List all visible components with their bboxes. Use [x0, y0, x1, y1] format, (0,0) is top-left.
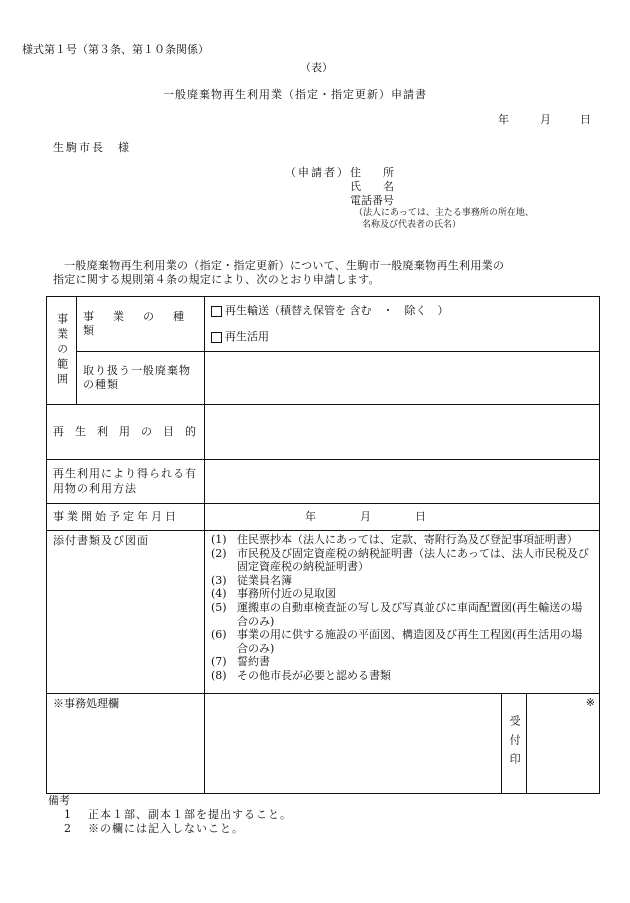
attachment-number: (1) [211, 533, 227, 546]
attachment-item [211, 655, 593, 669]
body-text-line-2: 指定に関する規則第４条の規定により、次のとおり申請します。 [53, 273, 380, 286]
attachment-number: (3) [211, 573, 227, 587]
attachment-number: (6) [211, 628, 227, 642]
attachment-text: 市民税及び固定資産税の納税証明書（法人にあっては、法人市民税及び固定資産税の納税証明書） [237, 546, 589, 574]
applicant-address: 住 所 [350, 166, 394, 179]
option-label: 再生活用 [225, 329, 269, 343]
attachment-number: (2) [211, 546, 227, 560]
attachment-text: その他市長が必要と認める書類 [237, 668, 391, 682]
attachment-text: 従業員名簿 [237, 573, 292, 587]
attachments-cell [205, 531, 600, 694]
applicant-name: 氏 名 [350, 180, 394, 193]
date-day: 日 [580, 113, 591, 126]
attachment-text: 住民票抄本（法人にあっては、定款、寄附行為及び登記事項証明書） [237, 533, 578, 546]
attachment-text: 事務所付近の見取図 [237, 587, 336, 601]
body-text-line-1: 一般廃棄物再生利用業の（指定・指定更新）について、生駒市一般廃棄物再生利用業の [64, 259, 505, 272]
attachment-text: 誓約書 [237, 655, 270, 669]
page-title: 一般廃棄物再生利用業（指定・指定更新）申請書 [163, 88, 427, 101]
option-resource-use[interactable] [211, 324, 593, 350]
attachment-item [211, 601, 593, 628]
attachment-item [211, 628, 593, 655]
business-type-label: 事 業 の 種 類 [77, 297, 205, 352]
checkbox-icon[interactable] [211, 332, 222, 343]
side-label: （表） [300, 61, 333, 74]
application-table [46, 296, 600, 794]
waste-type-label: 取り扱う一般廃棄物の種類 [77, 352, 205, 405]
addressee: 生駒市長 様 [53, 141, 131, 154]
attachment-number: (7) [211, 655, 227, 669]
attachment-text: 事業の用に供する施設の平面図、構造図及び再生工程図(再生活用の場合のみ) [237, 628, 583, 655]
attachment-number: (8) [211, 668, 227, 682]
use-method-label: 再生利用により得られる有用物の利用方法 [47, 460, 205, 504]
attachment-item [211, 574, 593, 588]
form-number: 様式第１号（第３条、第１０条関係） [22, 43, 209, 56]
attachment-number: (5) [211, 600, 227, 614]
purpose-label: 再 生 利 用 の 目 的 [47, 405, 205, 460]
office-use-field [205, 694, 502, 794]
purpose-field[interactable] [205, 405, 600, 460]
applicant-label: （申請者） [285, 166, 350, 179]
date-year: 年 [498, 113, 509, 126]
start-date-label: 事業開始予定年月日 [47, 504, 205, 531]
attachment-item [211, 533, 593, 547]
scope-label: 事業の範囲 [55, 313, 69, 388]
remarks-title: 備考 [48, 794, 70, 807]
attachments-list [211, 531, 593, 685]
remark-num-1: 1 [64, 808, 71, 821]
start-date-value[interactable]: 年 月 日 [205, 504, 600, 531]
office-mark: ※ [585, 696, 595, 709]
checkbox-icon[interactable] [211, 306, 222, 317]
scope-label-cell [47, 297, 77, 405]
date-month: 月 [540, 113, 551, 126]
attachments-label: 添付書類及び図面 [47, 531, 205, 694]
attachment-item [211, 669, 593, 683]
office-use-label: ※事務処理欄 [47, 694, 205, 794]
attachment-text: 運搬車の自動車検査証の写し及び写真並びに車両配置図(再生輸送の場合のみ) [237, 600, 583, 628]
remark-text-1: 正本１部、副本１部を提出すること。 [88, 808, 292, 821]
applicant-phone: 電話番号 [350, 194, 394, 207]
option-resource-transport[interactable] [211, 298, 593, 324]
attachment-number: (4) [211, 587, 227, 601]
attachment-item [211, 587, 593, 601]
reception-stamp-cell [502, 694, 600, 794]
waste-type-field[interactable] [205, 352, 600, 405]
remark-text-2: ※の欄には記入しないこと。 [88, 822, 244, 835]
business-type-options [205, 297, 600, 352]
attachment-item [211, 547, 593, 574]
applicant-note-2: 名称及び代表者の氏名） [362, 220, 462, 230]
use-method-field[interactable] [205, 460, 600, 504]
reception-stamp-label: 受付印 [508, 715, 522, 772]
applicant-note: （法人にあっては、主たる事務所の所在地、 [354, 208, 534, 218]
option-label: 再生輸送（積替え保管を 含む ・ 除く ） [225, 303, 449, 317]
remark-num-2: 2 [64, 822, 71, 835]
